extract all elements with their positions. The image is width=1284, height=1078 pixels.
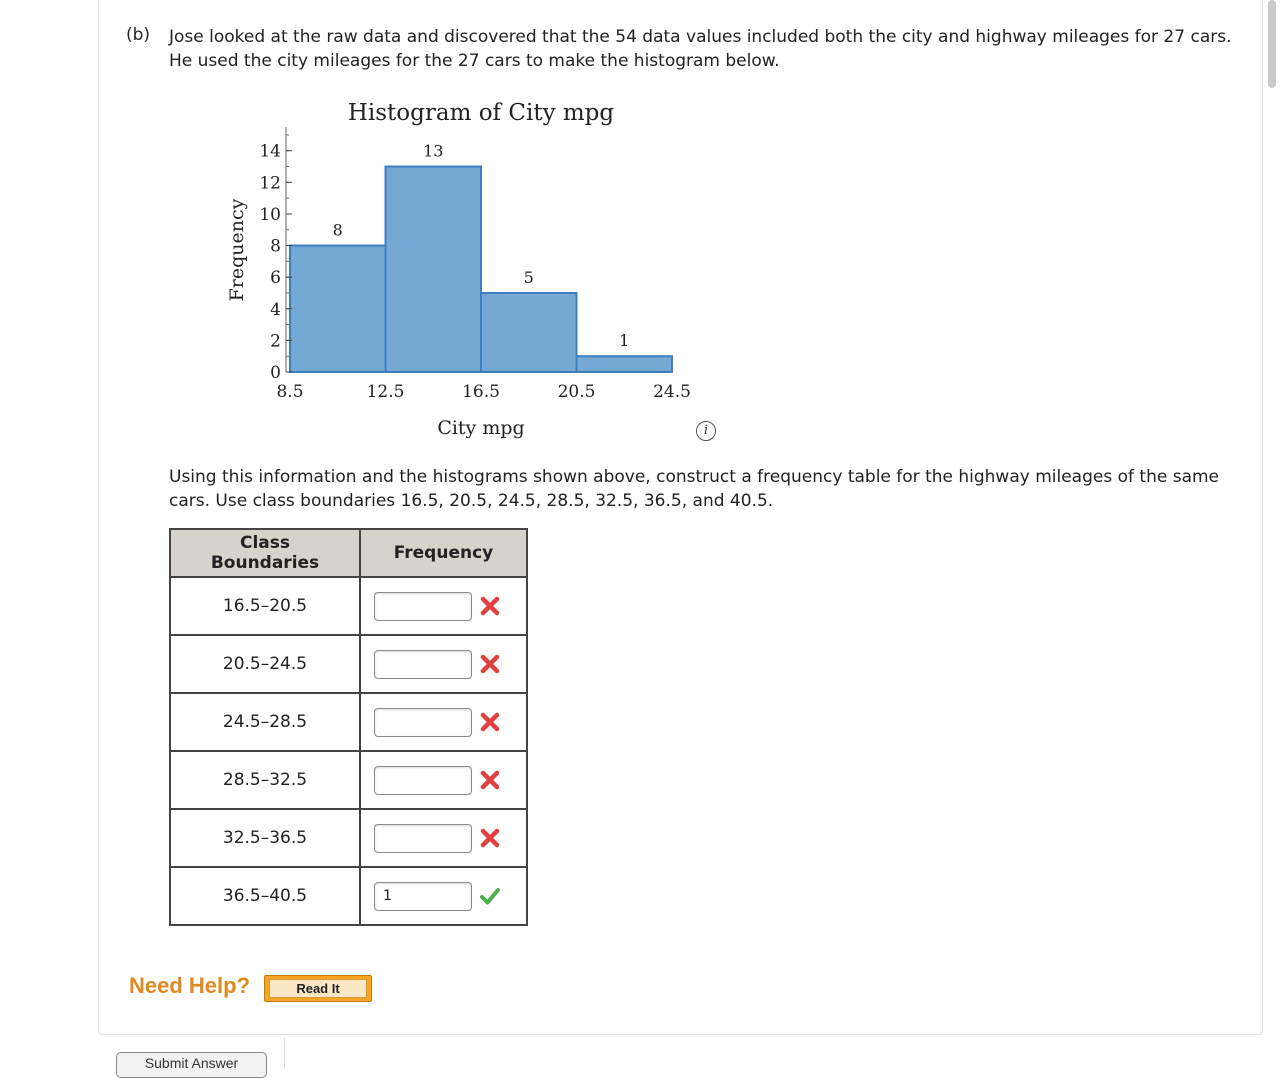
chart-title: Histogram of City mpg [347, 100, 615, 126]
frequency-input[interactable] [374, 824, 472, 853]
table-row [170, 635, 527, 693]
y-tick-label: 10 [259, 204, 281, 225]
incorrect-icon [478, 652, 502, 676]
x-tick-label: 12.5 [366, 382, 405, 402]
y-tick-label: 0 [270, 363, 281, 383]
frequency-input[interactable] [374, 882, 472, 911]
read-it-label: Read It [269, 979, 367, 998]
table-row [170, 867, 527, 925]
info-icon[interactable]: i [696, 421, 716, 441]
header-class-boundaries: Class Boundaries [170, 529, 360, 577]
bar-value-label: 1 [619, 331, 630, 351]
incorrect-icon [478, 710, 502, 734]
y-tick-label: 8 [270, 236, 281, 257]
read-it-button[interactable] [264, 975, 372, 1002]
histogram-bar [577, 356, 673, 372]
table-row [170, 809, 527, 867]
class-boundary: 16.5–20.5 [170, 577, 360, 635]
y-axis-label: Frequency [226, 198, 248, 302]
submit-answer-button[interactable]: Submit Answer [116, 1052, 267, 1078]
divider [284, 1038, 285, 1068]
part-label: (b) [126, 25, 151, 45]
histogram-bar [290, 246, 386, 372]
city-mpg-histogram [210, 90, 710, 450]
incorrect-icon [478, 768, 502, 792]
need-help-label: Need Help? [129, 973, 251, 998]
class-boundary: 28.5–32.5 [170, 751, 360, 809]
incorrect-icon [478, 826, 502, 850]
question-text: Jose looked at the raw data and discovered that the 54 data values included both the city and highway mileages for 27 cars. He used the city mileages for the 27 cars to make the histogram below. [169, 27, 1232, 71]
y-tick-label: 12 [259, 173, 281, 194]
y-tick-label: 4 [270, 299, 281, 320]
bar-value-label: 13 [423, 141, 444, 161]
frequency-input[interactable] [374, 650, 472, 679]
x-tick-label: 24.5 [653, 382, 691, 402]
frequency-input[interactable] [374, 592, 472, 621]
table-row [170, 751, 527, 809]
class-boundary: 20.5–24.5 [170, 635, 360, 693]
table-row [170, 693, 527, 751]
instructions-text: Using this information and the histograms shown above, construct a frequency table for the highway mileages of the same cars. Use class boundaries 16.5, 20.5, 24.5, 28.5, 32.5, 36.5, and 40.5. [169, 467, 1219, 511]
frequency-input[interactable] [374, 766, 472, 795]
y-tick-label: 6 [270, 268, 281, 289]
table-row [170, 577, 527, 635]
y-tick-label: 2 [270, 331, 281, 352]
frequency-input[interactable] [374, 708, 472, 737]
y-tick-label: 14 [259, 141, 281, 162]
class-boundary: 24.5–28.5 [170, 693, 360, 751]
x-tick-label: 20.5 [557, 382, 596, 402]
bar-value-label: 8 [332, 220, 343, 240]
histogram-bar [481, 293, 577, 372]
incorrect-icon [478, 594, 502, 618]
header-frequency: Frequency [360, 529, 527, 577]
bar-value-label: 5 [523, 267, 534, 287]
class-boundary: 36.5–40.5 [170, 867, 360, 925]
histogram-bar [386, 167, 482, 372]
scrollbar[interactable] [1268, 0, 1276, 88]
x-tick-label: 16.5 [462, 382, 500, 402]
frequency-table [169, 528, 528, 926]
x-axis-label: City mpg [437, 417, 525, 439]
class-boundary: 32.5–36.5 [170, 809, 360, 867]
correct-check-icon [478, 884, 502, 908]
x-tick-label: 8.5 [276, 382, 304, 402]
